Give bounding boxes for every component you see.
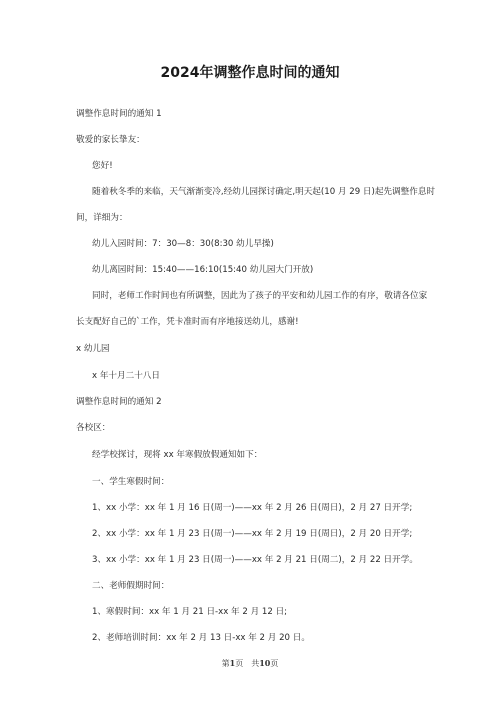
paragraph-line: 同时，老师工作时间也有所调整，因此为了孩子的平安和幼儿园工作的有序，敬请各位家 xyxy=(92,291,428,301)
footer-suffix: 页 xyxy=(270,659,279,668)
list-item: 1、xx 小学：xx 年 1 月 16 日(周一)——xx 年 2 月 26 日(周日)，2 月 27 日开学; xyxy=(92,503,413,513)
departure-time: 幼儿离园时间：15:40——16:10(15:40 幼儿园大门开放) xyxy=(92,265,314,275)
salutation: 敬爱的家长挚友： xyxy=(76,135,145,145)
salutation: 各校区： xyxy=(76,423,111,433)
section-heading-2: 调整作息时间的通知 2 xyxy=(76,397,162,407)
list-heading: 二、老师假期时间： xyxy=(92,581,170,591)
document-title: 2024年调整作息时间的通知 xyxy=(160,65,340,81)
paragraph-line: 随着秋冬季的来临，天气渐渐变冷,经幼儿园探讨确定,明天起(10 月 29 日)起先调整作息时 xyxy=(92,187,436,197)
footer-middle: 页 共 xyxy=(235,659,260,668)
list-item: 1、寒假时间：xx 年 1 月 21 日-xx 年 2 月 12 日; xyxy=(92,607,288,617)
list-item: 2、老师培训时间：xx 年 2 月 13 日-xx 年 2 月 20 日。 xyxy=(92,633,310,643)
page-footer xyxy=(0,658,500,669)
arrival-time: 幼儿入园时间：7：30—8：30(8:30 幼儿早操) xyxy=(92,239,274,249)
current-page-number: 1 xyxy=(229,658,236,668)
list-item: 3、xx 小学：xx 年 1 月 23 日(周一)——xx 年 2 月 21 日(周二)，2 月 22 日开学。 xyxy=(92,555,418,565)
paragraph-line: 长支配好自己的`工作，凭卡准时而有序地接送幼儿，感谢! xyxy=(76,317,299,327)
signature-org: x 幼儿园 xyxy=(76,344,110,354)
signature-date: x 年十月二十八日 xyxy=(92,371,160,381)
paragraph-line: 间，详细为： xyxy=(76,213,128,223)
footer-prefix: 第 xyxy=(221,659,230,668)
section-heading-1: 调整作息时间的通知 1 xyxy=(76,109,162,119)
list-item: 2、xx 小学：xx 年 1 月 23 日(周一)——xx 年 2 月 19 日(周日)，2 月 20 日开学; xyxy=(92,529,413,539)
list-heading: 一、学生寒假时间： xyxy=(92,477,170,487)
paragraph-line: 经学校探讨，现将 xx 年寒假放假通知如下： xyxy=(92,450,263,460)
greeting: 您好! xyxy=(92,161,113,171)
total-page-number: 10 xyxy=(259,658,271,668)
